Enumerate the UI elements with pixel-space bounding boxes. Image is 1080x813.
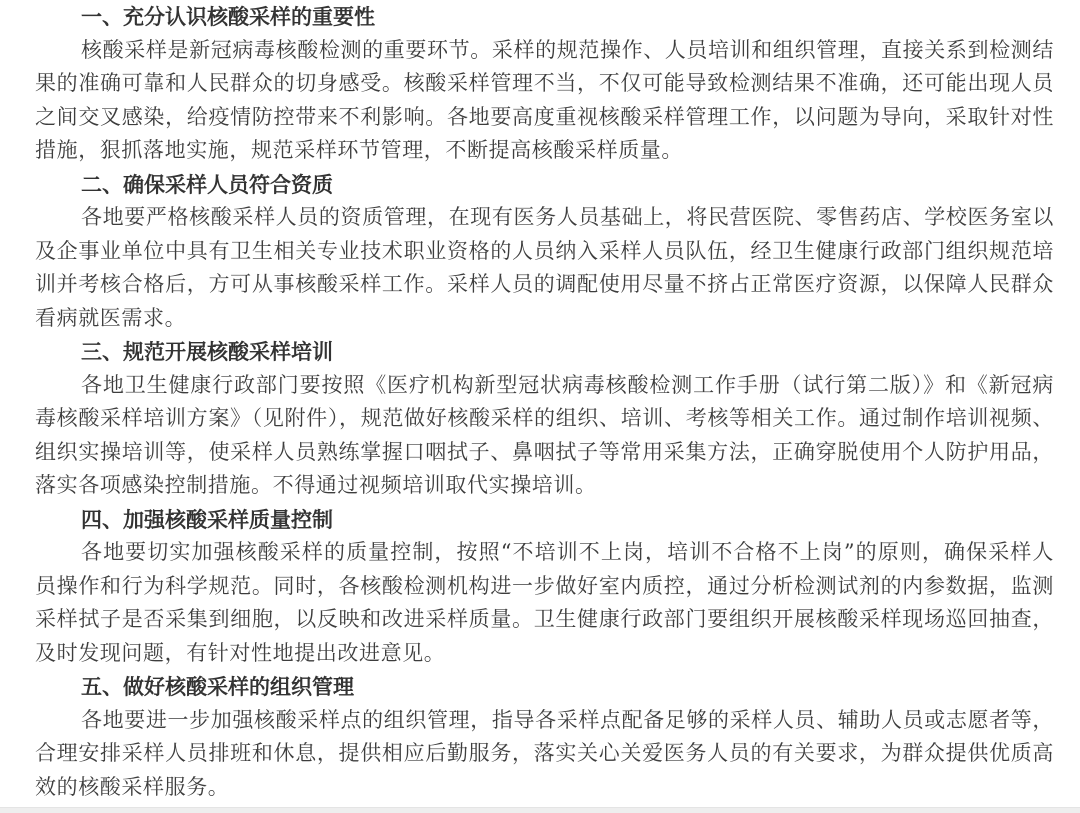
section-heading-5: 五、做好核酸采样的组织管理 <box>81 674 354 699</box>
section-paragraph-1: 核酸采样是新冠病毒核酸检测的重要环节。采样的规范操作、人员培训和组织管理，直接关系到检测结果的准确可靠和人民群众的切身感受。核酸采样管理不当，不仅可能导致检测结果不准确，还可能出现人员之间交叉感染，给疫情防控带来不利影响。各地要高度重视核酸采样管理工作，以问题为导向，采取针对性措施，狠抓落地实施，规范采样环节管理，不断提高核酸采样质量。 <box>35 37 1054 162</box>
bottom-divider <box>0 807 1080 813</box>
section-heading-4: 四、加强核酸采样质量控制 <box>81 506 333 532</box>
section-paragraph-2: 各地要严格核酸采样人员的资质管理，在现有医务人员基础上，将民营医院、零售药店、学校医务室以及企事业单位中具有卫生相关专业技术职业资格的人员纳入采样人员队伍，经卫生健康行政部门组织规范培训并考核合格后，方可从事核酸采样工作。采样人员的调配使用尽量不挤占正常医疗资源，以保障人民群众看病就医需求。 <box>35 205 1054 330</box>
section-heading-3: 三、规范开展核酸采样培训 <box>81 339 333 364</box>
section-paragraph-4: 各地要切实加强核酸采样的质量控制，按照“不培训不上岗，培训不合格不上岗”的原则，确保采样人员操作和行为科学规范。同时，各核酸检测机构进一步做好室内质控，通过分析检测试剂的内参数据，监测采样拭子是否采集到细胞，以反映和改进采样质量。卫生健康行政部门要组织开展核酸采样现场巡回抽查，及时发现问题，有针对性地提出改进意见。 <box>35 540 1054 665</box>
section-heading-2: 二、确保采样人员符合资质 <box>81 171 333 197</box>
section-paragraph-3: 各地卫生健康行政部门要按照《医疗机构新型冠状病毒核酸检测工作手册（试行第二版）》和《新冠病毒核酸采样培训方案》（见附件），规范做好核酸采样的组织、培训、考核等相关工作。通过制作培训视频、组织实操培训等，使采样人员熟练掌握口咽拭子、鼻咽拭子等常用采集方法，正确穿脱使用个人防护用品，落实各项感染控制措施。不得通过视频培训取代实操培训。 <box>35 372 1054 497</box>
section-heading-1: 一、充分认识核酸采样的重要性 <box>81 4 375 29</box>
section-paragraph-5: 各地要进一步加强核酸采样点的组织管理，指导各采样点配备足够的采样人员、辅助人员或志愿者等，合理安排采样人员排班和休息，提供相应后勤服务，落实关心关爱医务人员的有关要求，为群众提供优质高效的核酸采样服务。 <box>35 707 1054 799</box>
